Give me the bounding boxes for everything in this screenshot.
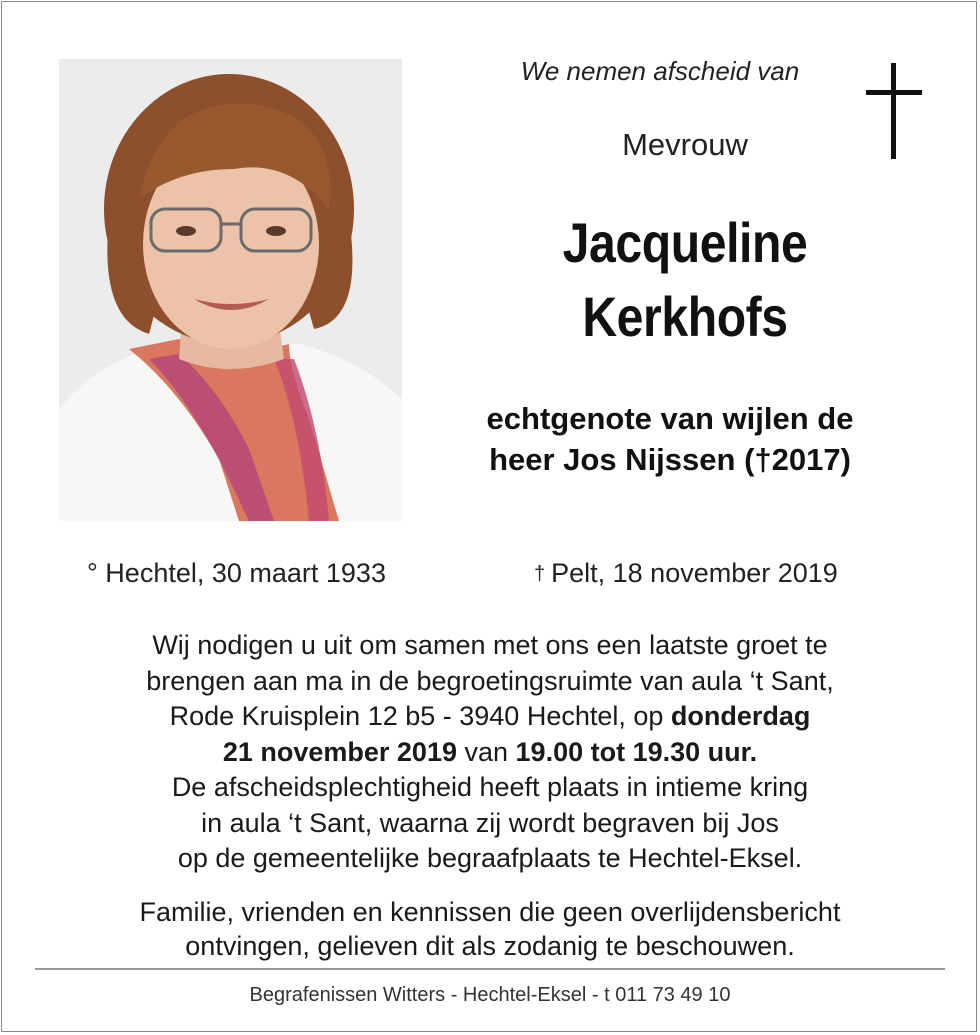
date-text: 21 november 2019	[222, 736, 457, 767]
invitation-line: brengen aan ma in de begroetingsruimte van aula ‘t Sant,	[146, 665, 834, 696]
spouse-line-1: echtgenote van wijlen de	[486, 401, 854, 436]
notice-line: ontvingen, gelieven dit als zodanig te beschouwen.	[185, 931, 795, 961]
divider	[35, 968, 945, 970]
day-text: donderdag	[670, 701, 811, 731]
name-last: Kerkhofs	[582, 285, 788, 348]
birth-date: ° Hechtel, 30 maart 1933	[87, 558, 386, 588]
death-date-text: Pelt, 18 november 2019	[551, 558, 838, 588]
invitation-text	[30, 628, 950, 877]
honorific: Mevrouw	[622, 127, 748, 162]
address-text: Rode Kruisplein 12 b5 - 3940 Hechtel, op	[169, 701, 671, 731]
portrait-photo	[59, 59, 402, 521]
notice-text	[30, 895, 950, 963]
deceased-name	[474, 206, 895, 354]
invitation-line: Wij nodigen u uit om samen met ons een laatste groet te	[152, 630, 828, 660]
invitation-line	[30, 699, 950, 735]
name-first: Jacqueline	[562, 211, 808, 274]
notice-line: Familie, vrienden en kennissen die geen overlijdensbericht	[139, 897, 841, 927]
invitation-line	[30, 735, 950, 771]
time-text: 19.00 tot 19.30 uur.	[515, 736, 758, 767]
portrait-illustration	[59, 59, 402, 521]
spouse-info	[410, 398, 930, 480]
connector-text: van	[456, 736, 516, 767]
spouse-line-2: heer Jos Nijssen (†2017)	[489, 442, 851, 477]
intro-text: We nemen afscheid van	[520, 56, 800, 86]
dagger-icon: †	[534, 563, 546, 585]
funeral-home-footer: Begrafenissen Witters - Hechtel-Eksel - t 011 73 49 10	[249, 984, 731, 1006]
invitation-line: De afscheidsplechtigheid heeft plaats in intieme kring	[171, 772, 809, 802]
invitation-line: op de gemeentelijke begraafplaats te Hechtel-Eksel.	[177, 843, 803, 873]
invitation-line: in aula ‘t Sant, waarna zij wordt begraven bij Jos	[201, 807, 779, 838]
death-date	[534, 558, 838, 589]
